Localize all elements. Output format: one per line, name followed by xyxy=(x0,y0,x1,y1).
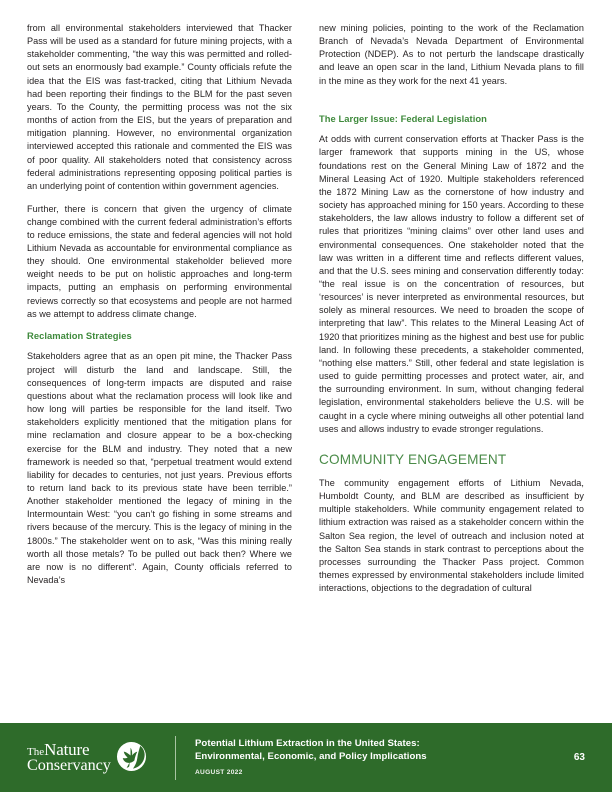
paragraph: The community engagement efforts of Lithium Nevada, Humboldt County, and BLM are described as insufficient by multiple stakeholders. While community engagement related to lithium extraction was raised as a stakeholder concern within the Salton Sea region, the level of outreach and inclusion noted at the Salton Sea stands in stark contrast to perceptions about the processes surrounding the Thacker Pass project. Common themes expressed by environmental stakeholders include limited interactions, objections to the degradation of cultural xyxy=(319,477,584,594)
logo-nature: Nature xyxy=(44,740,90,760)
nature-conservancy-logo xyxy=(0,741,175,774)
paragraph: Stakeholders agree that as an open pit mine, the Thacker Pass project will disturb the land and landscape. Still, the consequences of long-term impacts are disputed and raise questions about what the reclamation process will look like and how long will parties be responsible for the land itself. Two stakeholders explicitly mentioned that the mitigation plans for mine reclamation and closure appear to be a box-checking exercise for the BLM and industry. They noted that a new framework is needed so that, “perpetual treatment would extend liability for decades to centuries, not just years. Previous efforts to return land back to its previous state have been terrible.” Another stakeholder mentioned the legacy of mining in the Intermountain West: “you can’t go fishing in some streams and rivers because of the mercury. This is the legacy of mining in the 1800s.” The stakeholder went on to ask, “Was this mining really worth all those metals? To be pulled out back then? Where we are now is no different”. Again, County officials referred to Nevada’s xyxy=(27,351,292,586)
footer-date: AUGUST 2022 xyxy=(195,768,243,776)
page-footer xyxy=(0,723,612,792)
logo-wordmark xyxy=(27,741,111,773)
section-heading-community-engagement: COMMUNITY ENGAGEMENT xyxy=(319,451,507,467)
left-text-column xyxy=(27,22,292,712)
footer-title-line-1: Potential Lithium Extraction in the United States: xyxy=(195,738,420,750)
logo-conservancy: Conservancy xyxy=(27,756,111,775)
logo-the: The xyxy=(27,746,45,759)
footer-content xyxy=(0,723,612,792)
paragraph: At odds with current conservation efforts at Thacker Pass is the larger framework that supports mining in the US, whose foundations rest on the General Mining Law of 1872 and the Mineral Leasing Act of 1920. Multiple stakeholders referenced the 1872 Mining Law as the cornerstone of how industry and society has approached mining for 150 years. According to these stakeholders, the law allows industry to follow a different set of rules that prioritizes “mining claims” over other land uses and environmental consequences. One stakeholder noted that the law was written in a different time and reflects different values, and that the U.S. sees mining and conservation differently today: “the real issue is on the concentration of resources, but ‘resources’ is never interpreted as environmental resources, but solely as mineral resources. We need to broaden the scope of interpreting that law”. This relates to the Mineral Leasing Act of 1920 that prioritizes mining as the highest and best use for public land. In following these precedents, a stakeholder commented, “nothing else matters.” Still, other federal and state legislation is used to guide permitting processes and protect water, air, and the surrounding environment. In sum, without changing federal legislation, environmental stakeholders believe the U.S. will be caught in a cycle where mining outweighs all other potential land uses and allows industry to evade stronger regulations. xyxy=(319,134,584,434)
globe-leaf-icon xyxy=(116,741,147,772)
footer-title-block xyxy=(195,738,574,776)
vertical-spacer xyxy=(319,97,584,104)
page-number: 63 xyxy=(573,752,585,763)
right-text-column xyxy=(319,22,584,712)
footer-divider xyxy=(175,736,176,780)
paragraph: Further, there is concern that given the urgency of climate change combined with the current federal administration’s efforts to reduce emissions, the state and federal agencies will not hold Lithium Nevada as accountable for environmental compliance as they should. One environmental stakeholder believed more weight needs to be put on holistic approaches and long-term impacts, putting an emphasis on performing environmental reviews correctly so that ecosystems and people are not harmed as we attempt to address climate change. xyxy=(27,203,292,319)
subheading-federal-legislation: The Larger Issue: Federal Legislation xyxy=(319,113,487,125)
footer-title-line-2: Environmental, Economic, and Policy Implications xyxy=(195,750,427,762)
paragraph: new mining policies, pointing to the work of the Reclamation Branch of Nevada’s Nevada Department of Environmental Protection (NDEP). As to not perturb the landscape drastically and leave an open scar in the land, Lithium Nevada plans to fill in the mine as they work for the next 41 years. xyxy=(319,23,584,86)
subheading-reclamation-strategies: Reclamation Strategies xyxy=(27,330,132,342)
paragraph: from all environmental stakeholders interviewed that Thacker Pass will be used as a standard for future mining projects, with a stakeholder commenting, “the way this was permitted and rolled-out sets an enormously bad example.” County officials refute the idea that the EIS was fast-tracked, citing that Lithium Nevada had been reporting their findings to the BLM for the past seven years. To the County, the permitting process was not the six months of action from the EIS, but the years of preparation and mitigation planning. However, no environmental organization interviewed accepted this rationale and commented the EIS was of poor quality. All stakeholders noted that consistency across federal administrations representing opposing political parties is an underlying point of contention within government agencies. xyxy=(27,23,292,191)
two-column-text-body xyxy=(27,22,585,712)
